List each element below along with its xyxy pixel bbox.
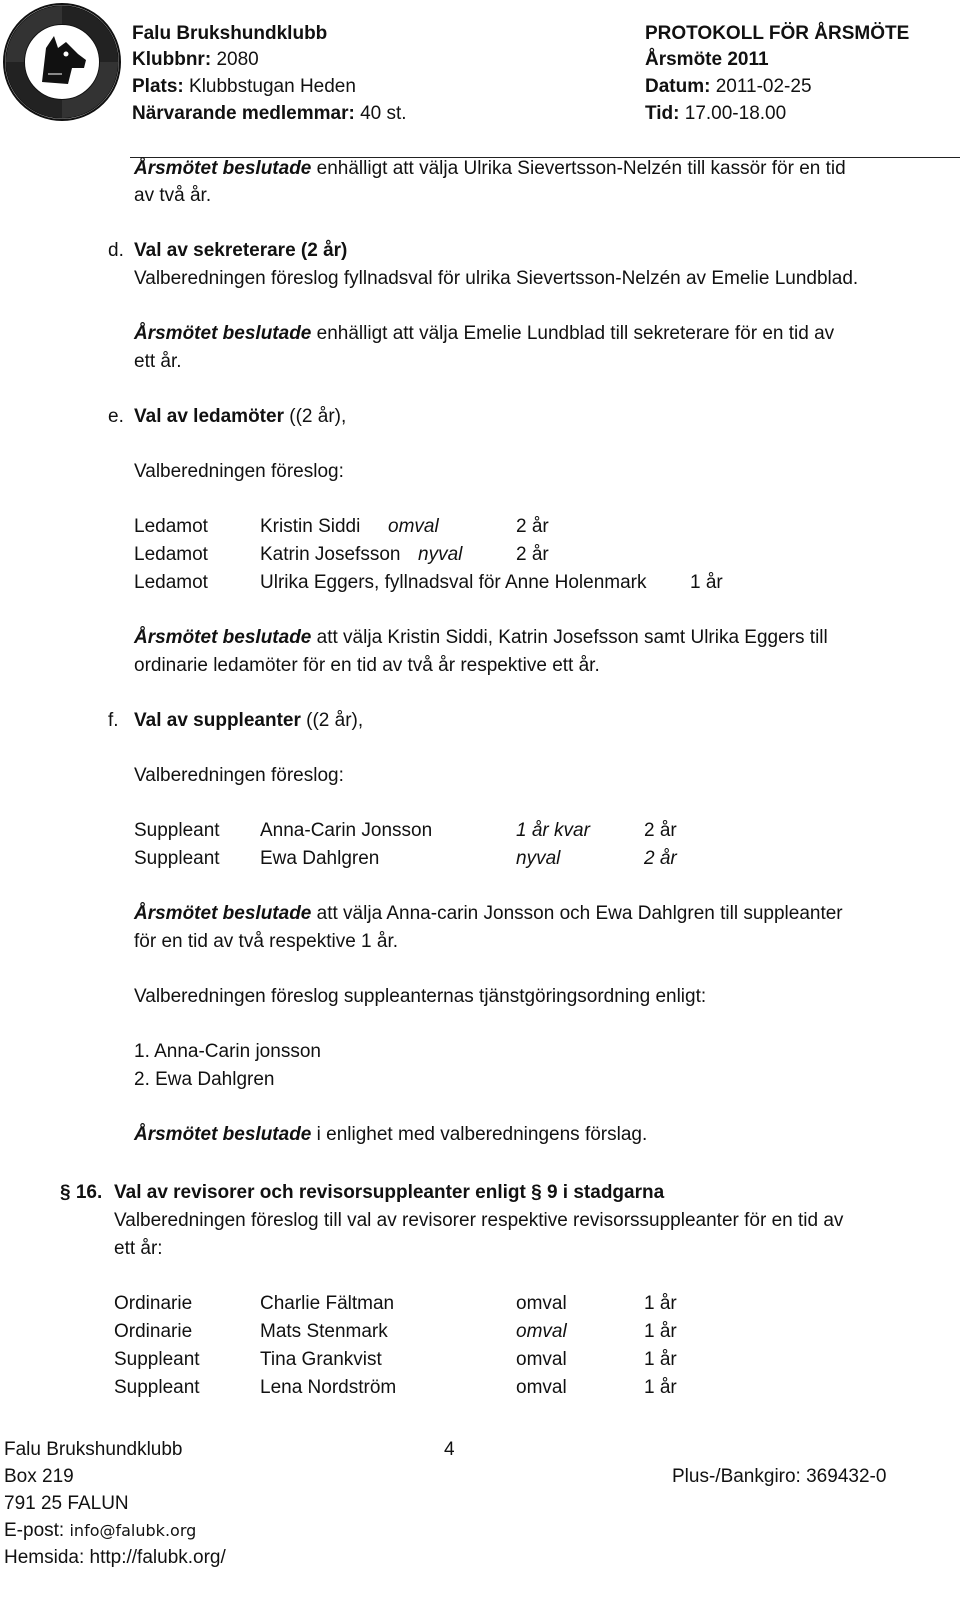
note-cell: nyval <box>418 544 463 565</box>
table-row <box>114 1373 914 1402</box>
term-cell: 1 år <box>644 1321 677 1342</box>
term-cell: 2 år <box>644 848 677 869</box>
name-cell: Kristin Siddi <box>260 516 361 537</box>
name-cell: Lena Nordström <box>260 1377 397 1398</box>
club-name: Falu Brukshundklubb <box>132 23 328 44</box>
e-decision-cont: ordinarie ledamöter för en tid av två år respektive ett år. <box>134 655 600 676</box>
name-cell: Ulrika Eggers, fyllnadsval för Anne Holenmark <box>260 572 647 593</box>
e-marker: e. <box>108 406 124 427</box>
name-cell: Anna-Carin Jonsson <box>260 820 433 841</box>
note-cell: 1 år kvar <box>516 820 590 841</box>
note-cell: omval <box>388 516 439 537</box>
d-decision: Årsmötet beslutade enhälligt att välja Emelie Lundblad till sekreterare för en tid av <box>134 323 835 344</box>
meeting-place: Plats: Klubbstugan Heden <box>132 76 356 97</box>
e-title: Val av ledamöter ((2 år), <box>134 406 347 427</box>
role-cell: Ledamot <box>134 544 208 565</box>
name-cell: Mats Stenmark <box>260 1321 388 1342</box>
f-decision-cont: för en tid av två respektive 1 år. <box>134 931 399 952</box>
meeting-name: Årsmöte 2011 <box>645 49 769 70</box>
website-link[interactable]: http://falubk.org/ <box>89 1547 226 1568</box>
term-cell: 2 år <box>644 820 677 841</box>
table-row <box>134 816 934 845</box>
meeting-time: Tid: 17.00-18.00 <box>645 103 787 124</box>
role-cell: Ordinarie <box>114 1321 193 1342</box>
section-16-text-cont: ett år: <box>114 1238 163 1259</box>
d-text: Valberedningen föreslog fyllnadsval för ulrika Sievertsson-Nelzén av Emelie Lundblad. <box>134 268 859 289</box>
meeting-date: Datum: 2011-02-25 <box>645 76 812 97</box>
c-decision: Årsmötet beslutade enhälligt att välja Ulrika Sievertsson-Nelzén till kassör för en tid <box>134 158 846 179</box>
f-title: Val av suppleanter ((2 år), <box>134 710 364 731</box>
c-decision-cont: av två år. <box>134 185 212 206</box>
name-cell: Katrin Josefsson <box>260 544 401 565</box>
section-16-number: § 16. <box>60 1182 103 1203</box>
note-cell: nyval <box>516 848 561 869</box>
footer-city: 791 25 FALUN <box>4 1493 129 1514</box>
club-number: Klubbnr: 2080 <box>132 49 259 70</box>
attendees: Närvarande medlemmar: 40 st. <box>132 103 407 124</box>
term-cell: 2 år <box>516 544 549 565</box>
page-number: 4 <box>444 1439 455 1460</box>
term-cell: 1 år <box>690 572 723 593</box>
d-marker: d. <box>108 240 124 261</box>
e-decision: Årsmötet beslutade att välja Kristin Siddi, Katrin Josefsson samt Ulrika Eggers till <box>134 627 828 648</box>
f-decision: Årsmötet beslutade att välja Anna-carin Jonsson och Ewa Dahlgren till suppleanter <box>134 903 843 924</box>
list-item: 1. Anna-Carin jonsson <box>134 1041 321 1062</box>
role-cell: Suppleant <box>114 1377 200 1398</box>
f-order-text: Valberedningen föreslog suppleanternas tjänstgöringsordning enligt: <box>134 986 707 1007</box>
name-cell: Ewa Dahlgren <box>260 848 380 869</box>
note-cell: omval <box>516 1293 567 1314</box>
table-row <box>134 540 934 569</box>
list-item: 2. Ewa Dahlgren <box>134 1069 275 1090</box>
table-row <box>134 512 934 541</box>
footer-email: E-post: info@falubk.org <box>4 1520 197 1541</box>
d-decision-cont: ett år. <box>134 351 182 372</box>
email-link[interactable]: info@falubk.org <box>69 1521 197 1540</box>
role-cell: Suppleant <box>114 1349 200 1370</box>
f-proposal: Valberedningen föreslog: <box>134 765 344 786</box>
term-cell: 2 år <box>516 516 549 537</box>
term-cell: 1 år <box>644 1293 677 1314</box>
role-cell: Ledamot <box>134 572 208 593</box>
role-cell: Suppleant <box>134 848 220 869</box>
name-cell: Tina Grankvist <box>260 1349 382 1370</box>
f-marker: f. <box>108 710 119 731</box>
table-row <box>114 1289 914 1318</box>
section-16-title: Val av revisorer och revisorsuppleanter enligt § 9 i stadgarna <box>114 1182 665 1203</box>
table-row <box>134 844 934 873</box>
table-row <box>114 1317 914 1346</box>
note-cell: omval <box>516 1349 567 1370</box>
role-cell: Ordinarie <box>114 1293 193 1314</box>
table-row <box>134 568 934 597</box>
section-16-text: Valberedningen föreslog till val av revisorer respektive revisorssuppleanter för en tid av <box>114 1210 844 1231</box>
name-cell: Charlie Fältman <box>260 1293 395 1314</box>
footer-club: Falu Brukshundklubb <box>4 1439 183 1460</box>
role-cell: Suppleant <box>134 820 220 841</box>
footer-box: Box 219 <box>4 1466 74 1487</box>
note-cell: omval <box>516 1321 567 1342</box>
e-proposal: Valberedningen föreslog: <box>134 461 344 482</box>
term-cell: 1 år <box>644 1377 677 1398</box>
table-row <box>114 1345 914 1374</box>
document-title: PROTOKOLL FÖR ÅRSMÖTE <box>645 23 910 44</box>
d-title: Val av sekreterare (2 år) <box>134 240 348 261</box>
note-cell: omval <box>516 1377 567 1398</box>
f-final-decision: Årsmötet beslutade i enlighet med valberedningens förslag. <box>134 1124 648 1145</box>
footer-web: Hemsida: http://falubk.org/ <box>4 1547 226 1568</box>
term-cell: 1 år <box>644 1349 677 1370</box>
role-cell: Ledamot <box>134 516 208 537</box>
club-logo <box>2 2 122 122</box>
footer-giro: Plus-/Bankgiro: 369432-0 <box>672 1466 887 1487</box>
